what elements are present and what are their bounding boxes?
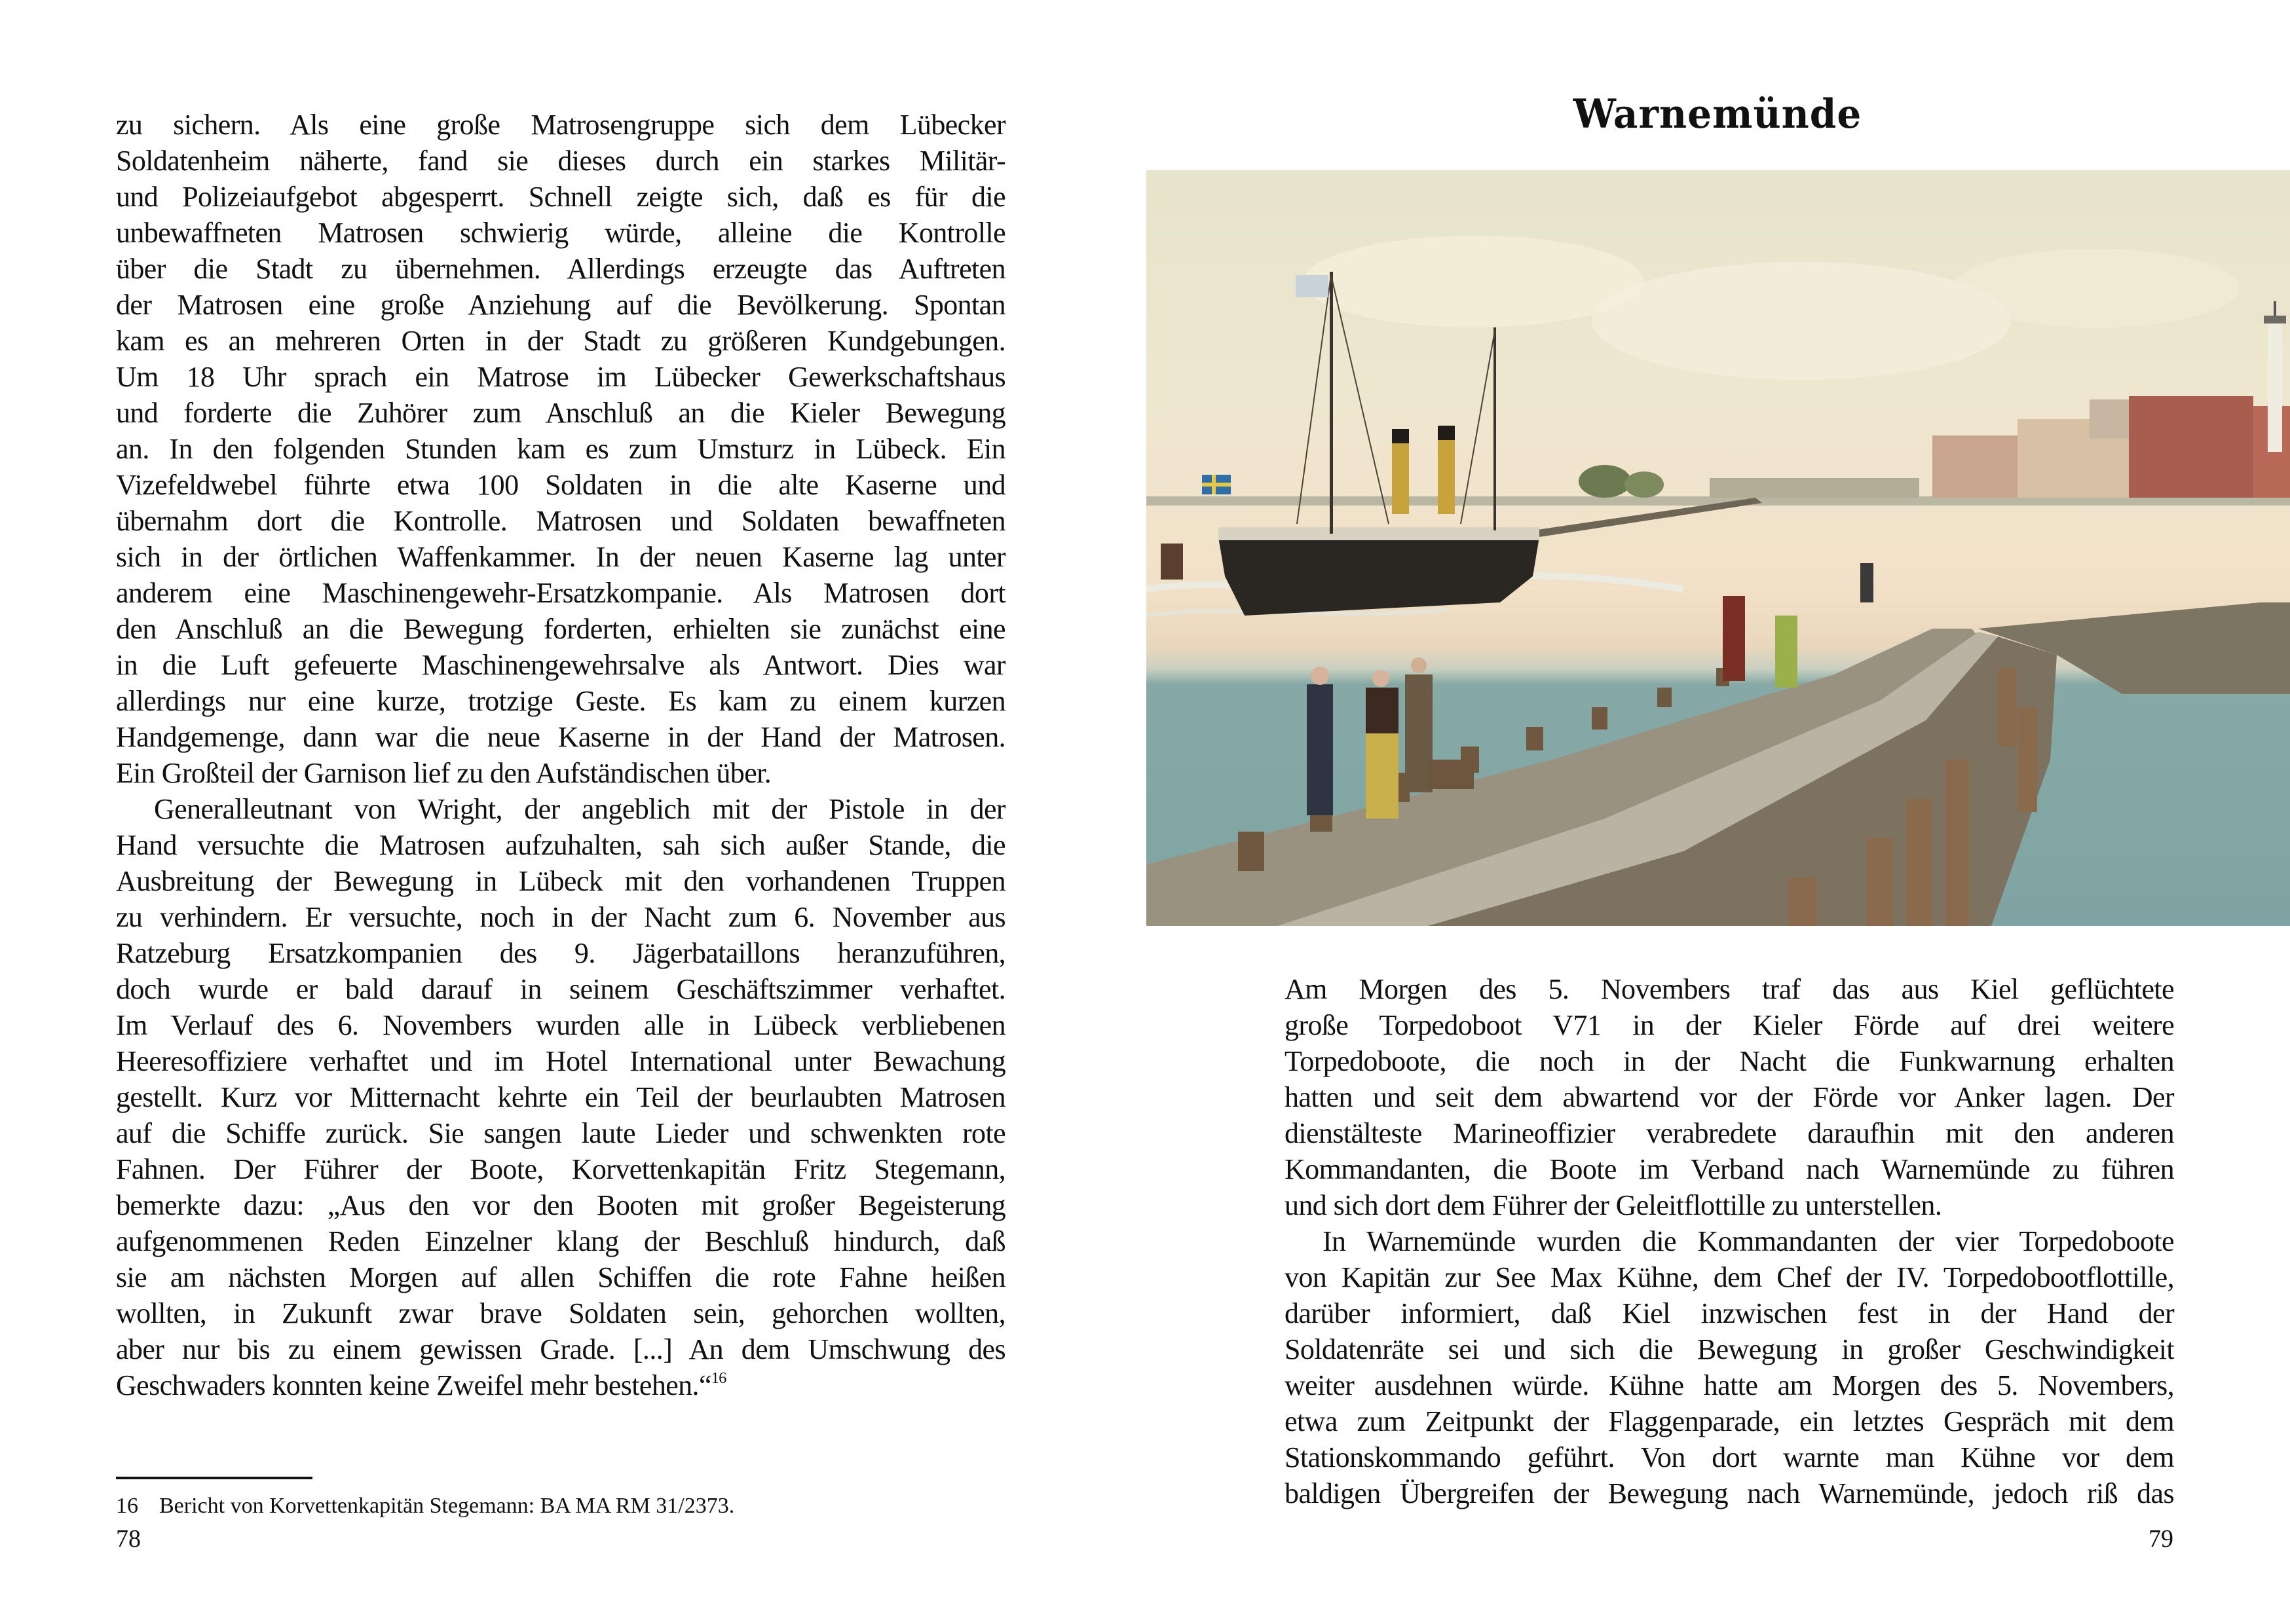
- chapter-title: Warnemünde: [1573, 90, 1862, 138]
- footnote-text: Bericht von Korvettenkapitän Stegemann: BA MA RM 31/2373.: [159, 1494, 735, 1518]
- text-line: über die Stadt zu übernehmen. Allerdings erzeugte das Auftreten: [116, 253, 1005, 285]
- text-line: sie am nächsten Morgen auf allen Schiffen die rote Fahne heißen: [116, 1261, 1005, 1293]
- text-line: an. In den folgenden Stunden kam es zum Umsturz in Lübeck. Ein: [116, 433, 1005, 465]
- text-line: Hand versuchte die Matrosen aufzuhalten, sah sich außer Stande, die: [116, 829, 1005, 861]
- text-line: Vizefeldwebel führte etwa 100 Soldaten in die alte Kaserne und: [116, 469, 1005, 501]
- text-line: sich in der örtlichen Waffenkammer. In der neuen Kaserne lag unter: [116, 541, 1005, 573]
- text-line: kam es an mehreren Orten in der Stadt zu größeren Kundgebungen.: [116, 325, 1005, 357]
- right-page: [1145, 0, 2290, 1624]
- text-line: Handgemenge, dann war die neue Kaserne in der Hand der Matrosen.: [116, 721, 1005, 753]
- text-line: wollten, in Zukunft zwar brave Soldaten sein, gehorchen wollten,: [116, 1297, 1005, 1329]
- text-line-with-footnote: [116, 1367, 1005, 1403]
- text-line: Fahnen. Der Führer der Boote, Korvettenkapitän Fritz Stegemann,: [116, 1153, 1005, 1185]
- text-line: gestellt. Kurz vor Mitternacht kehrte ein Teil der beurlaubten Matrosen: [116, 1081, 1005, 1113]
- text-line: allerdings nur eine kurze, trotzige Geste. Es kam zu einem kurzen: [116, 685, 1005, 717]
- text-line: hatten und seit dem abwartend vor der Förde vor Anker lagen. Der: [1285, 1081, 2174, 1113]
- text-line: Stationskommando geführt. Von dort warnte man Kühne vor dem: [1285, 1441, 2174, 1473]
- text-line: den Anschluß an die Bewegung forderten, erhielten sie zunächst eine: [116, 613, 1005, 645]
- right-text-column: [1285, 971, 2174, 1511]
- footnote-divider: [116, 1477, 312, 1479]
- text-line: Ratzeburg Ersatzkompanien des 9. Jägerbataillons heranzuführen,: [116, 937, 1005, 969]
- text-line: auf die Schiffe zurück. Sie sangen laute Lieder und schwenkten rote: [116, 1117, 1005, 1149]
- text-line: Am Morgen des 5. Novembers traf das aus Kiel geflüchtete: [1285, 973, 2174, 1005]
- text-line: Heeresoffiziere verhaftet und im Hotel International unter Bewachung: [116, 1045, 1005, 1077]
- left-text-column: [116, 107, 1005, 1403]
- text-line: Um 18 Uhr sprach ein Matrose im Lübecker Gewerkschaftshaus: [116, 361, 1005, 393]
- text-line: und sich dort dem Führer der Geleitflottille zu unterstellen.: [1285, 1189, 1942, 1221]
- text-line: Generalleutnant von Wright, der angeblich mit der Pistole in der: [154, 793, 1005, 825]
- text-line: Torpedoboote, die noch in der Nacht die Funkwarnung erhalten: [1285, 1045, 2174, 1077]
- text-line: zu sichern. Als eine große Matrosengruppe sich dem Lübecker: [116, 109, 1005, 141]
- footnote-reference[interactable]: 16: [711, 1370, 726, 1387]
- text-line: Soldatenheim näherte, fand sie dieses durch ein starkes Militär-: [116, 145, 1005, 177]
- text-line: doch wurde er bald darauf in seinem Geschäftszimmer verhaftet.: [116, 973, 1005, 1005]
- historic-harbor-photo: [1146, 170, 2290, 926]
- text-line: weiter ausdehnen würde. Kühne hatte am Morgen des 5. Novembers,: [1285, 1369, 2174, 1401]
- text-line: unbewaffneten Matrosen schwierig würde, alleine die Kontrolle: [116, 217, 1005, 249]
- text-line: große Torpedoboot V71 in der Kieler Förde auf drei weitere: [1285, 1009, 2174, 1041]
- text-line: In Warnemünde wurden die Kommandanten der vier Torpedoboote: [1323, 1225, 2174, 1257]
- text-line: in die Luft gefeuerte Maschinengewehrsalve als Antwort. Dies war: [116, 649, 1005, 681]
- text-line: aber nur bis zu einem gewissen Grade. [...] An dem Umschwung des: [116, 1333, 1005, 1365]
- text-line: Im Verlauf des 6. Novembers wurden alle in Lübeck verbliebenen: [116, 1009, 1005, 1041]
- text-line: baldigen Übergreifen der Bewegung nach Warnemünde, jedoch riß das: [1285, 1477, 2174, 1509]
- text-line: anderem eine Maschinengewehr-Ersatzkompanie. Als Matrosen dort: [116, 577, 1005, 609]
- text-line: darüber informiert, daß Kiel inzwischen fest in der Hand der: [1285, 1297, 2174, 1329]
- text-line: aufgenommenen Reden Einzelner klang der Beschluß hindurch, daß: [116, 1225, 1005, 1257]
- page-number: 79: [2149, 1525, 2173, 1553]
- text-line: etwa zum Zeitpunkt der Flaggenparade, ein letztes Gespräch mit dem: [1285, 1405, 2174, 1437]
- text-line: und Polizeiaufgebot abgesperrt. Schnell zeigte sich, daß es für die: [116, 181, 1005, 213]
- text-line: Ausbreitung der Bewegung in Lübeck mit den vorhandenen Truppen: [116, 865, 1005, 897]
- text-line: der Matrosen eine große Anziehung auf die Bevölkerung. Spontan: [116, 289, 1005, 321]
- text-line: übernahm dort die Kontrolle. Matrosen und Soldaten bewaffneten: [116, 505, 1005, 537]
- footnote-number: 16: [116, 1494, 138, 1518]
- text-line: zu verhindern. Er versuchte, noch in der Nacht zum 6. November aus: [116, 901, 1005, 933]
- text-line: Geschwaders konnten keine Zweifel mehr bestehen.“: [116, 1369, 711, 1401]
- text-line: Ein Großteil der Garnison lief zu den Aufständischen über.: [116, 757, 772, 789]
- text-line: Soldatenräte sei und sich die Bewegung in großer Geschwindigkeit: [1285, 1333, 2174, 1365]
- page-number: 78: [116, 1525, 141, 1553]
- text-line: und forderte die Zuhörer zum Anschluß an die Kieler Bewegung: [116, 397, 1005, 429]
- text-line: bemerkte dazu: „Aus den vor den Booten mit großer Begeisterung: [116, 1189, 1005, 1221]
- harbor-scene-illustration: [1146, 170, 2290, 926]
- text-line: Kommandanten, die Boote im Verband nach Warnemünde zu führen: [1285, 1153, 2174, 1185]
- text-line: von Kapitän zur See Max Kühne, dem Chef der IV. Torpedobootflottille,: [1285, 1261, 2174, 1293]
- footnote: [116, 1493, 734, 1519]
- text-line: dienstälteste Marineoffizier verabredete daraufhin mit den anderen: [1285, 1117, 2174, 1149]
